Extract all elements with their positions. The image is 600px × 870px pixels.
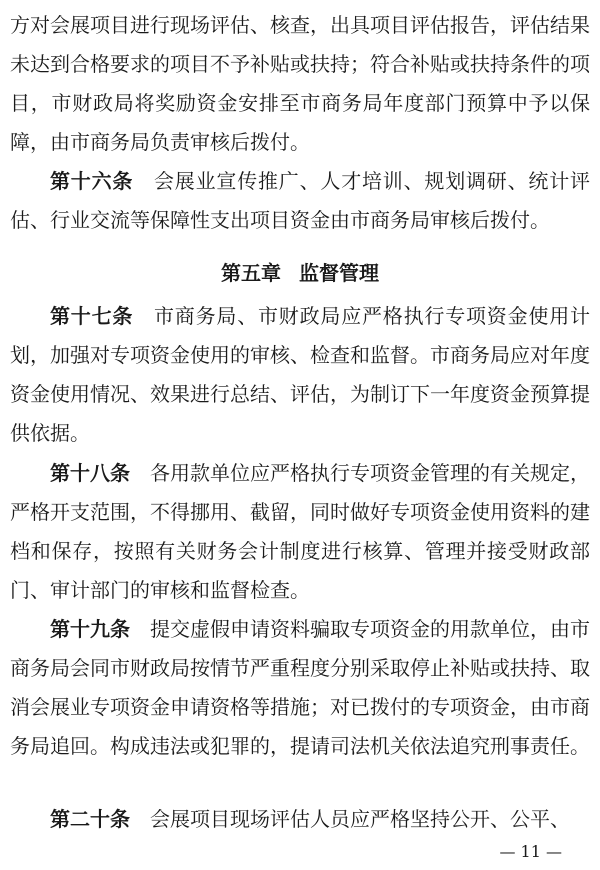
article-text: 提交虚假申请资料骗取专项资金的用款单位，由市商务局会同市财政局按情节严重程度分别采取停止补贴或扶持、取消会展业专项资金申请资格等措施；对已拨付的专项资金，由市商务局追回。构成违法或犯罪的，提请司法机关依法追究刑事责任。: [10, 617, 590, 758]
article-19: [10, 610, 590, 766]
article-text: 市商务局、市财政局应严格执行专项资金使用计划，加强对专项资金使用的审核、检查和监督。市商务局应对年度资金使用情况、效果进行总结、评估，为制订下一年度资金预算提供依据。: [10, 304, 591, 445]
paragraph-continued: [10, 6, 590, 162]
chapter-title: 监督管理: [299, 261, 379, 285]
article-number: 第十七条: [50, 304, 134, 328]
article-number: 第十八条: [50, 461, 130, 485]
article-number: 第十九条: [50, 617, 130, 641]
article-number: 第二十条: [50, 807, 130, 831]
article-text: 会展业宣传推广、人才培训、规划调研、统计评估、行业交流等保障性支出项目资金由市商务局审核后拨付。: [10, 169, 591, 232]
article-18: [10, 454, 590, 610]
article-text: 各用款单位应严格执行专项资金管理的有关规定，严格开支范围，不得挪用、截留，同时做好专项资金使用资料的建档和保存，按照有关财务会计制度进行核算、管理并接受财政部门、审计部门的审核和监督检查。: [10, 461, 590, 602]
article-text: 会展项目现场评估人员应严格坚持公开、公平、: [130, 807, 570, 831]
article-16: [10, 162, 590, 240]
chapter-heading: [0, 255, 600, 291]
page-number: — 11 —: [499, 842, 562, 861]
chapter-number: 第五章: [221, 261, 281, 285]
paragraph-text: 方对会展项目进行现场评估、核查，出具项目评估报告，评估结果未达到合格要求的项目不予补贴或扶持；符合补贴或扶持条件的项目，市财政局将奖励资金安排至市商务局年度部门预算中予以保障，由市商务局负责审核后拨付。: [10, 13, 590, 154]
article-17: [10, 297, 590, 453]
article-number: 第十六条: [50, 169, 134, 193]
article-20: [10, 800, 590, 839]
